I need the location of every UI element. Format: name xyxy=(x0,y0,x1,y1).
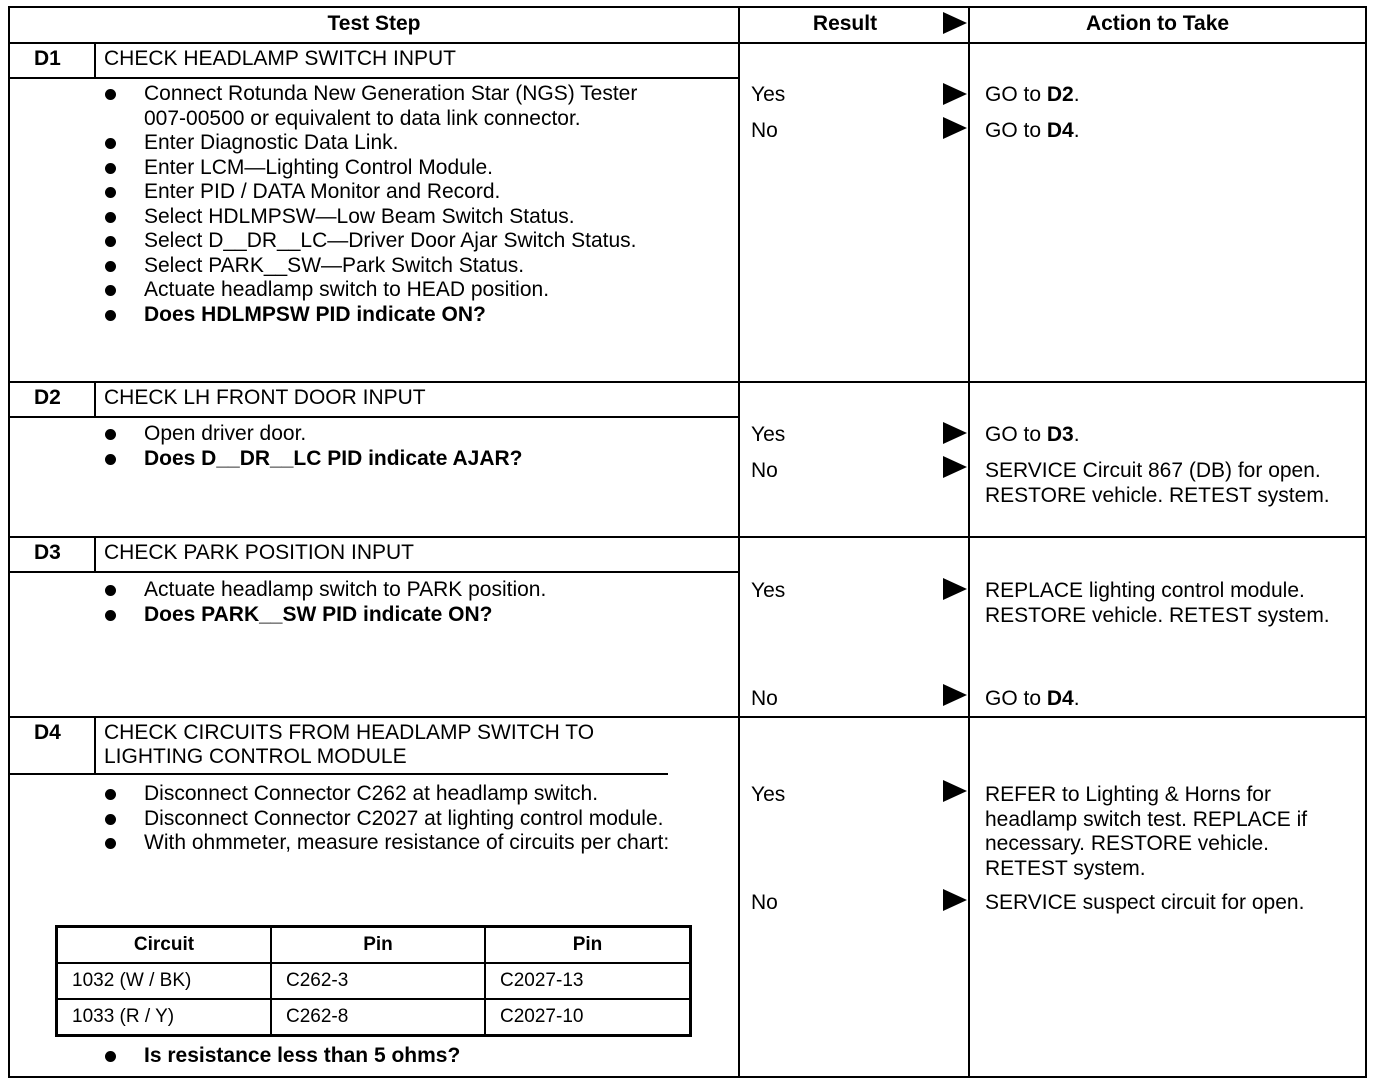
action-yes-d4: REFER to Lighting & Horns for headlamp switch test. REPLACE if necessary. RESTORE vehicle. RETEST system. xyxy=(985,783,1308,880)
result-arrow-icon xyxy=(943,578,967,600)
divider-header xyxy=(8,42,1365,44)
column-header: Pin xyxy=(485,927,691,964)
divider-col-1 xyxy=(738,6,740,1078)
question-list-d4 xyxy=(104,1044,704,1069)
result-yes-d1: Yes xyxy=(751,83,786,106)
divider-step-d2 xyxy=(8,381,1365,383)
list-item: Disconnect Connector C262 at headlamp switch. xyxy=(104,782,694,807)
result-arrow-icon xyxy=(943,422,967,444)
action-yes-d2: GO to D3. xyxy=(985,423,1080,446)
underline-title-d2 xyxy=(8,416,738,418)
step-title-d1: CHECK HEADLAMP SWITCH INPUT xyxy=(104,47,456,70)
list-item: Does PARK__SW PID indicate ON? xyxy=(104,603,704,628)
list-item: Select PARK__SW—Park Switch Status. xyxy=(104,254,664,279)
table-cell: C262-3 xyxy=(271,963,485,999)
divider-id-d3 xyxy=(94,536,96,572)
step-title-d2: CHECK LH FRONT DOOR INPUT xyxy=(104,386,426,409)
action-yes-d3: REPLACE lighting control module. RESTORE vehicle. RETEST system. xyxy=(985,579,1330,627)
list-item: Enter PID / DATA Monitor and Record. xyxy=(104,180,664,205)
divider-id-d2 xyxy=(94,381,96,417)
bullet-list-d2 xyxy=(104,422,704,471)
table-cell: C262-8 xyxy=(271,999,485,1036)
step-title-d4: CHECK CIRCUITS FROM HEADLAMP SWITCH TO LIGHTING CONTROL MODULE xyxy=(104,721,595,768)
list-item: Is resistance less than 5 ohms? xyxy=(104,1044,704,1069)
table-cell: C2027-13 xyxy=(485,963,691,999)
action-no-d2: SERVICE Circuit 867 (DB) for open. RESTORE vehicle. RETEST system. xyxy=(985,459,1330,507)
result-arrow-icon xyxy=(943,83,967,105)
list-item: Open driver door. xyxy=(104,422,704,447)
list-item: With ohmmeter, measure resistance of circuits per chart: xyxy=(104,831,694,856)
table-row xyxy=(57,999,691,1036)
list-item: Select D__DR__LC—Driver Door Ajar Switch Status. xyxy=(104,229,664,254)
circuit-chart xyxy=(55,925,692,1037)
table-row xyxy=(57,963,691,999)
header-result: Result xyxy=(812,12,878,35)
divider-step-d4 xyxy=(8,716,1365,718)
list-item: Does HDLMPSW PID indicate ON? xyxy=(104,303,664,328)
table-cell: 1032 (W / BK) xyxy=(57,963,272,999)
action-no-d4: SERVICE suspect circuit for open. xyxy=(985,891,1305,914)
list-item: Actuate headlamp switch to PARK position. xyxy=(104,578,704,603)
divider-step-d3 xyxy=(8,536,1365,538)
list-item: Connect Rotunda New Generation Star (NGS) Tester 007-00500 or equivalent to data link connector. xyxy=(104,82,664,131)
list-item: Actuate headlamp switch to HEAD position. xyxy=(104,278,664,303)
list-item: Enter Diagnostic Data Link. xyxy=(104,131,664,156)
step-id-d3: D3 xyxy=(34,541,61,564)
table-header-row xyxy=(57,927,691,964)
step-id-d4: D4 xyxy=(34,721,61,744)
result-no-d3: No xyxy=(751,687,778,710)
action-yes-d1: GO to D2. xyxy=(985,83,1080,106)
table-cell: 1033 (R / Y) xyxy=(57,999,272,1036)
result-no-d1: No xyxy=(751,119,778,142)
bullet-list-d4 xyxy=(104,782,694,856)
column-header: Pin xyxy=(271,927,485,964)
result-yes-d4: Yes xyxy=(751,783,786,806)
underline-title-d1 xyxy=(8,77,738,79)
list-item: Does D__DR__LC PID indicate AJAR? xyxy=(104,447,704,472)
divider-col-2 xyxy=(968,6,970,1078)
bullet-list-d1 xyxy=(104,82,664,327)
list-item: Enter LCM—Lighting Control Module. xyxy=(104,156,664,181)
result-arrow-icon xyxy=(943,456,967,478)
column-header: Circuit xyxy=(57,927,272,964)
underline-title-d4 xyxy=(8,773,668,775)
step-id-d1: D1 xyxy=(34,47,61,70)
result-no-d2: No xyxy=(751,459,778,482)
list-item: Disconnect Connector C2027 at lighting control module. xyxy=(104,807,694,832)
result-arrow-icon xyxy=(943,117,967,139)
result-arrow-icon xyxy=(943,780,967,802)
result-arrow-icon xyxy=(943,12,967,34)
header-test-step: Test Step xyxy=(327,12,421,35)
divider-id-d4 xyxy=(94,716,96,774)
result-arrow-icon xyxy=(943,684,967,706)
underline-title-d3 xyxy=(8,571,738,573)
table-cell: C2027-10 xyxy=(485,999,691,1036)
step-id-d2: D2 xyxy=(34,386,61,409)
result-yes-d2: Yes xyxy=(751,423,786,446)
result-arrow-icon xyxy=(943,889,967,911)
divider-id-d1 xyxy=(94,42,96,78)
action-no-d3: GO to D4. xyxy=(985,687,1080,710)
result-yes-d3: Yes xyxy=(751,579,786,602)
action-no-d1: GO to D4. xyxy=(985,119,1080,142)
header-action: Action to Take xyxy=(1085,12,1230,35)
bullet-list-d3 xyxy=(104,578,704,627)
list-item: Select HDLMPSW—Low Beam Switch Status. xyxy=(104,205,664,230)
step-title-d3: CHECK PARK POSITION INPUT xyxy=(104,541,414,564)
result-no-d4: No xyxy=(751,891,778,914)
